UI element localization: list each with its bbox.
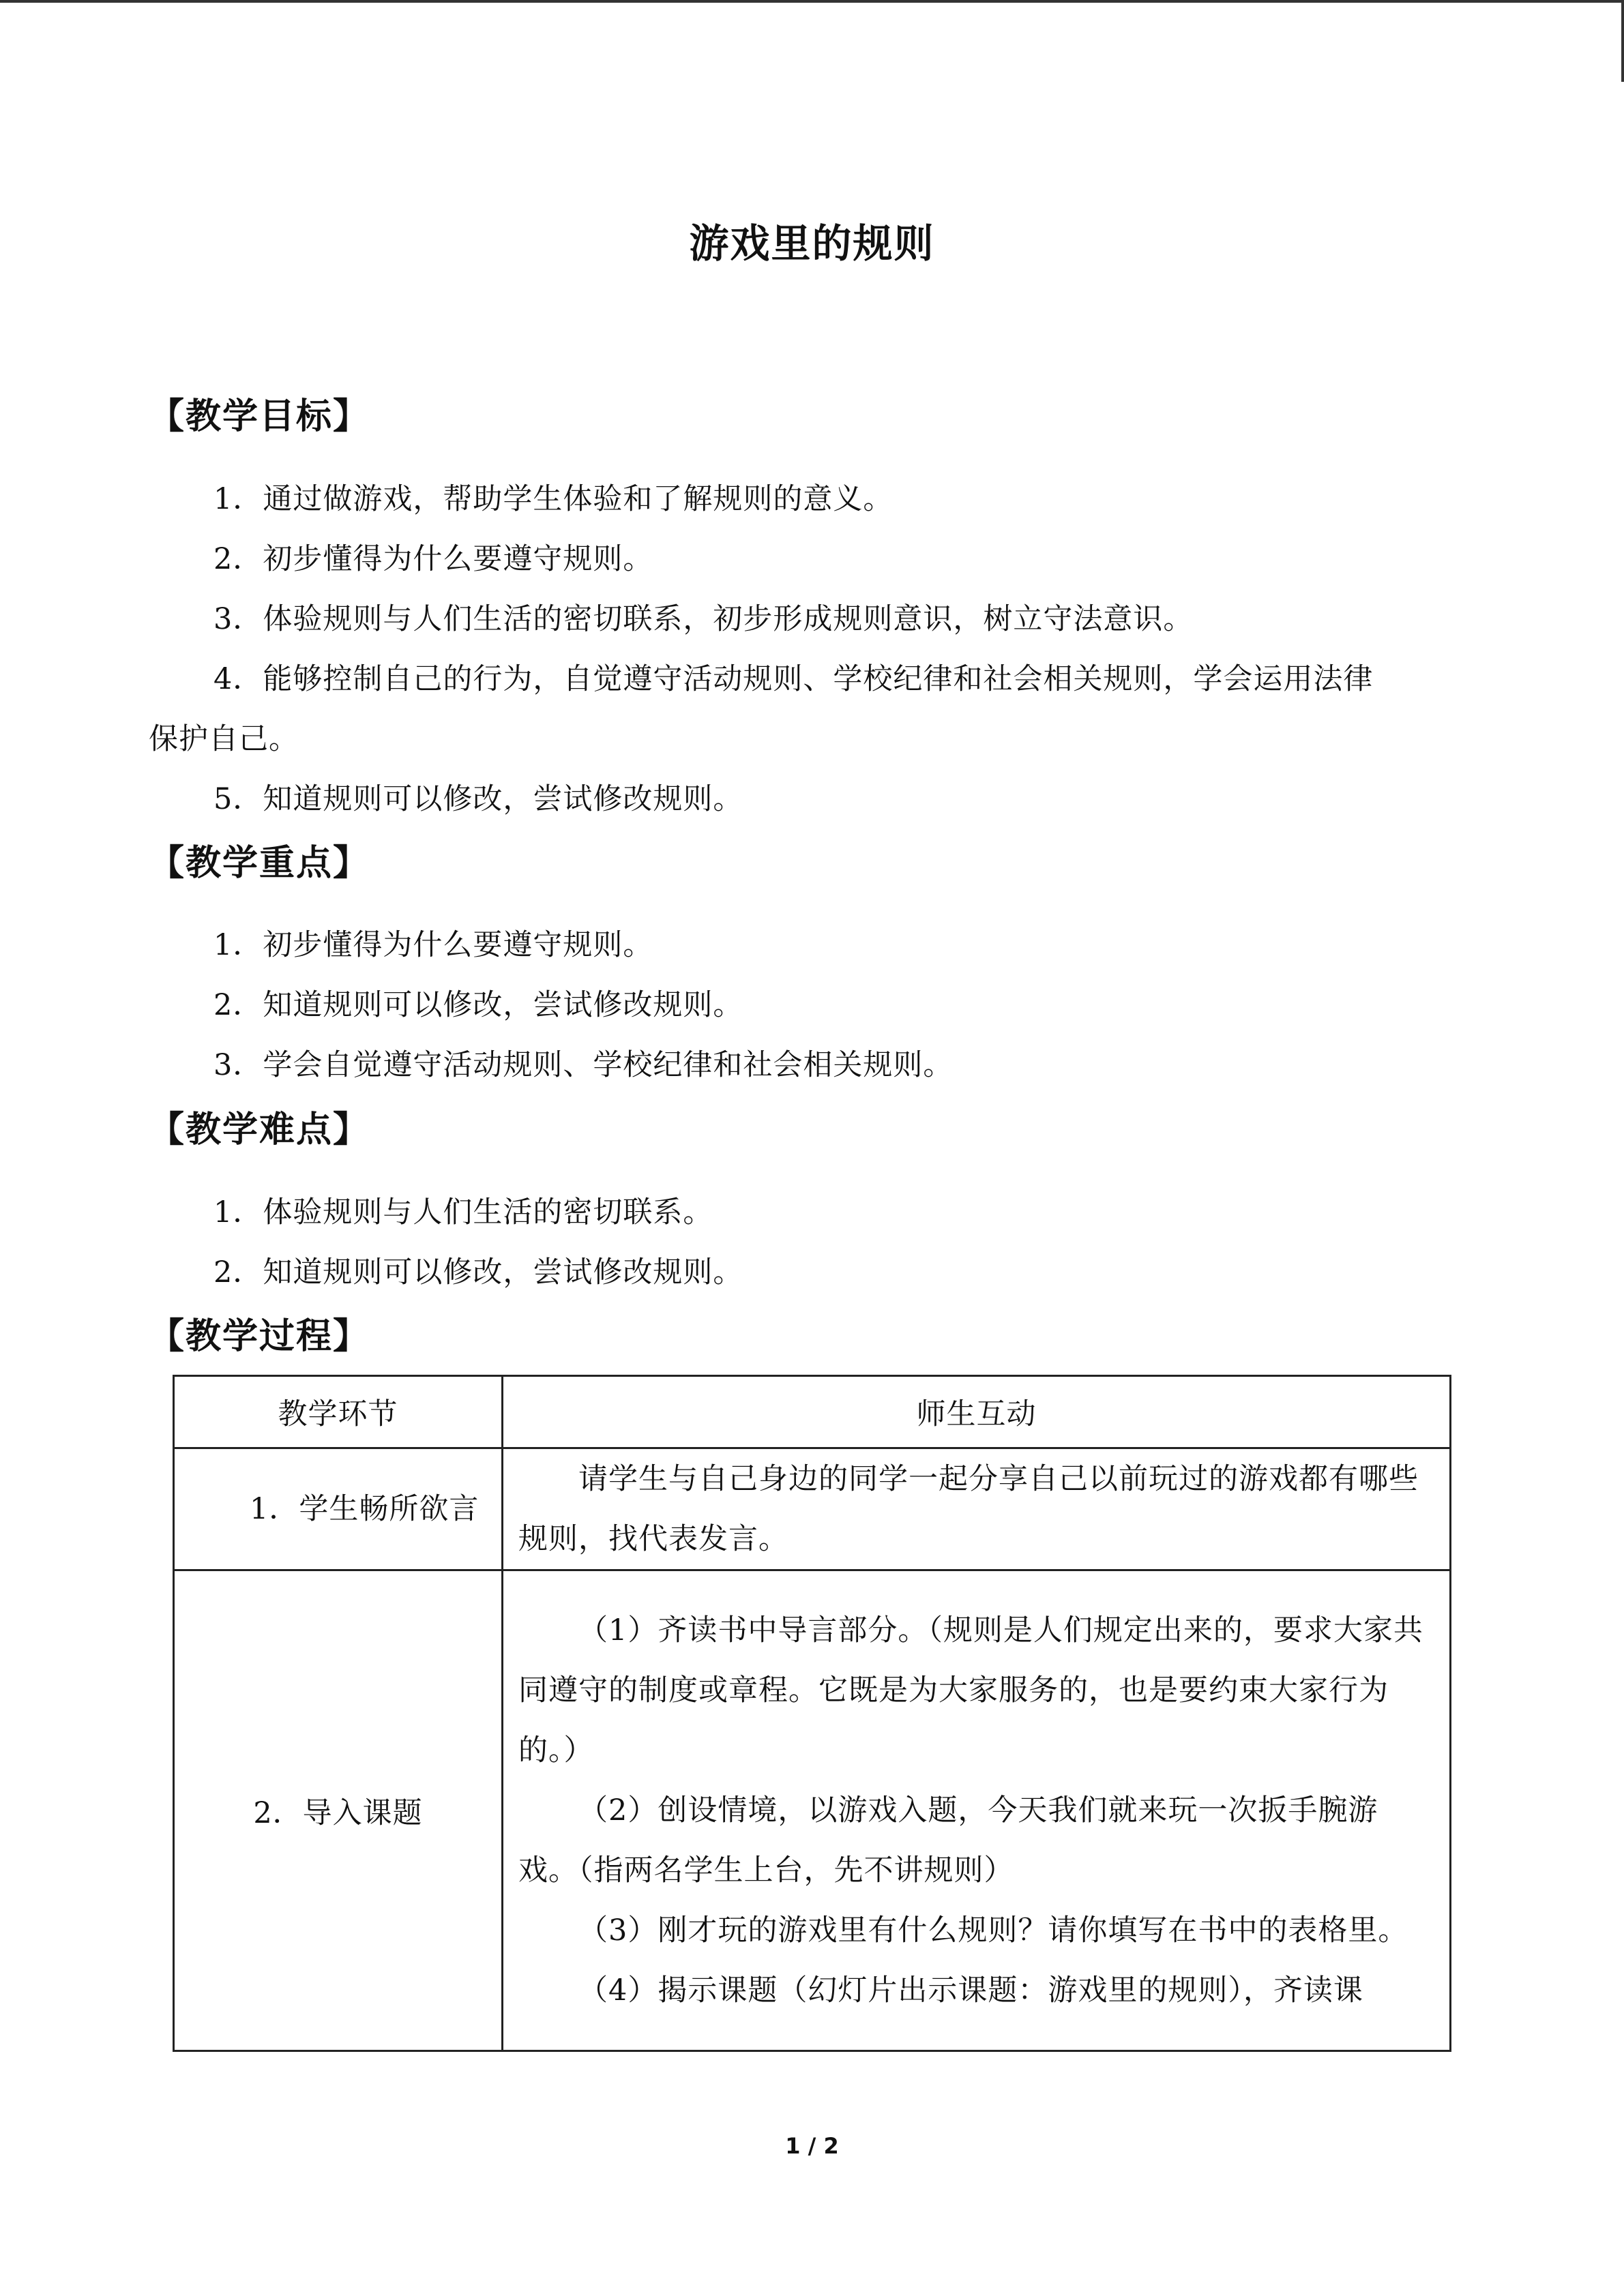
interaction-paragraph: （3）刚才玩的游戏里有什么规则？请你填写在书中的表格里。 bbox=[578, 1913, 1408, 1948]
difficulty-item: 2．知道规则可以修改，尝试修改规则。 bbox=[213, 1255, 743, 1289]
stage-text: 2．导入课题 bbox=[253, 1795, 423, 1830]
goal-item: 2．初步懂得为什么要遵守规则。 bbox=[213, 542, 653, 576]
goal-item: 4．能够控制自己的行为，自觉遵守活动规则、学校纪律和社会相关规则，学会运用法律 bbox=[213, 662, 1374, 696]
interaction-paragraph: （4）揭示课题（幻灯片出示课题：游戏里的规则），齐读课 bbox=[578, 1973, 1363, 2008]
goal-item-continuation: 保护自己。 bbox=[149, 722, 299, 756]
column-header-interaction: 师生互动 bbox=[503, 1376, 1451, 1448]
section-heading-goals: 【教学目标】 bbox=[149, 396, 370, 437]
interaction-paragraph: 请学生与自己身边的同学一起分享自己以前玩过的游戏都有哪些规则，找代表发言。 bbox=[518, 1462, 1419, 1556]
key-point-item: 1．初步懂得为什么要遵守规则。 bbox=[213, 928, 653, 962]
top-border-line bbox=[0, 0, 1624, 3]
interaction-cell bbox=[503, 1570, 1451, 2051]
table-row bbox=[174, 1448, 1451, 1570]
column-header-stage: 教学环节 bbox=[174, 1376, 503, 1448]
section-heading-difficulties: 【教学难点】 bbox=[149, 1109, 370, 1150]
process-table bbox=[173, 1375, 1451, 2052]
interaction-paragraph: （2）创设情境，以游戏入题，今天我们就来玩一次扳手腕游戏。（指两名学生上台，先不讲规则） bbox=[518, 1793, 1378, 1888]
goal-item: 5．知道规则可以修改，尝试修改规则。 bbox=[213, 782, 743, 816]
section-heading-process: 【教学过程】 bbox=[149, 1315, 370, 1357]
stage-cell bbox=[174, 1570, 503, 2051]
right-border-line bbox=[1621, 0, 1624, 82]
section-heading-key-points: 【教学重点】 bbox=[149, 842, 370, 884]
interaction-paragraph: （1）齐读书中导言部分。（规则是人们规定出来的，要求大家共同遵守的制度或章程。它既是为大家服务的，也是要约束大家行为的。） bbox=[518, 1613, 1423, 1768]
page-number: 1 / 2 bbox=[785, 2133, 839, 2159]
difficulty-item: 1．体验规则与人们生活的密切联系。 bbox=[213, 1195, 713, 1229]
key-point-item: 2．知道规则可以修改，尝试修改规则。 bbox=[213, 988, 743, 1022]
page-title: 游戏里的规则 bbox=[689, 220, 935, 267]
stage-text: 1．学生畅所欲言 bbox=[250, 1492, 479, 1526]
goal-item: 3．体验规则与人们生活的密切联系，初步形成规则意识，树立守法意识。 bbox=[213, 602, 1194, 636]
stage-cell bbox=[174, 1448, 503, 1570]
interaction-cell bbox=[503, 1448, 1451, 1570]
key-point-item: 3．学会自觉遵守活动规则、学校纪律和社会相关规则。 bbox=[213, 1048, 954, 1082]
goal-item: 1．通过做游戏，帮助学生体验和了解规则的意义。 bbox=[213, 482, 894, 516]
table-header-row bbox=[174, 1376, 1451, 1448]
table-row bbox=[174, 1570, 1451, 2051]
